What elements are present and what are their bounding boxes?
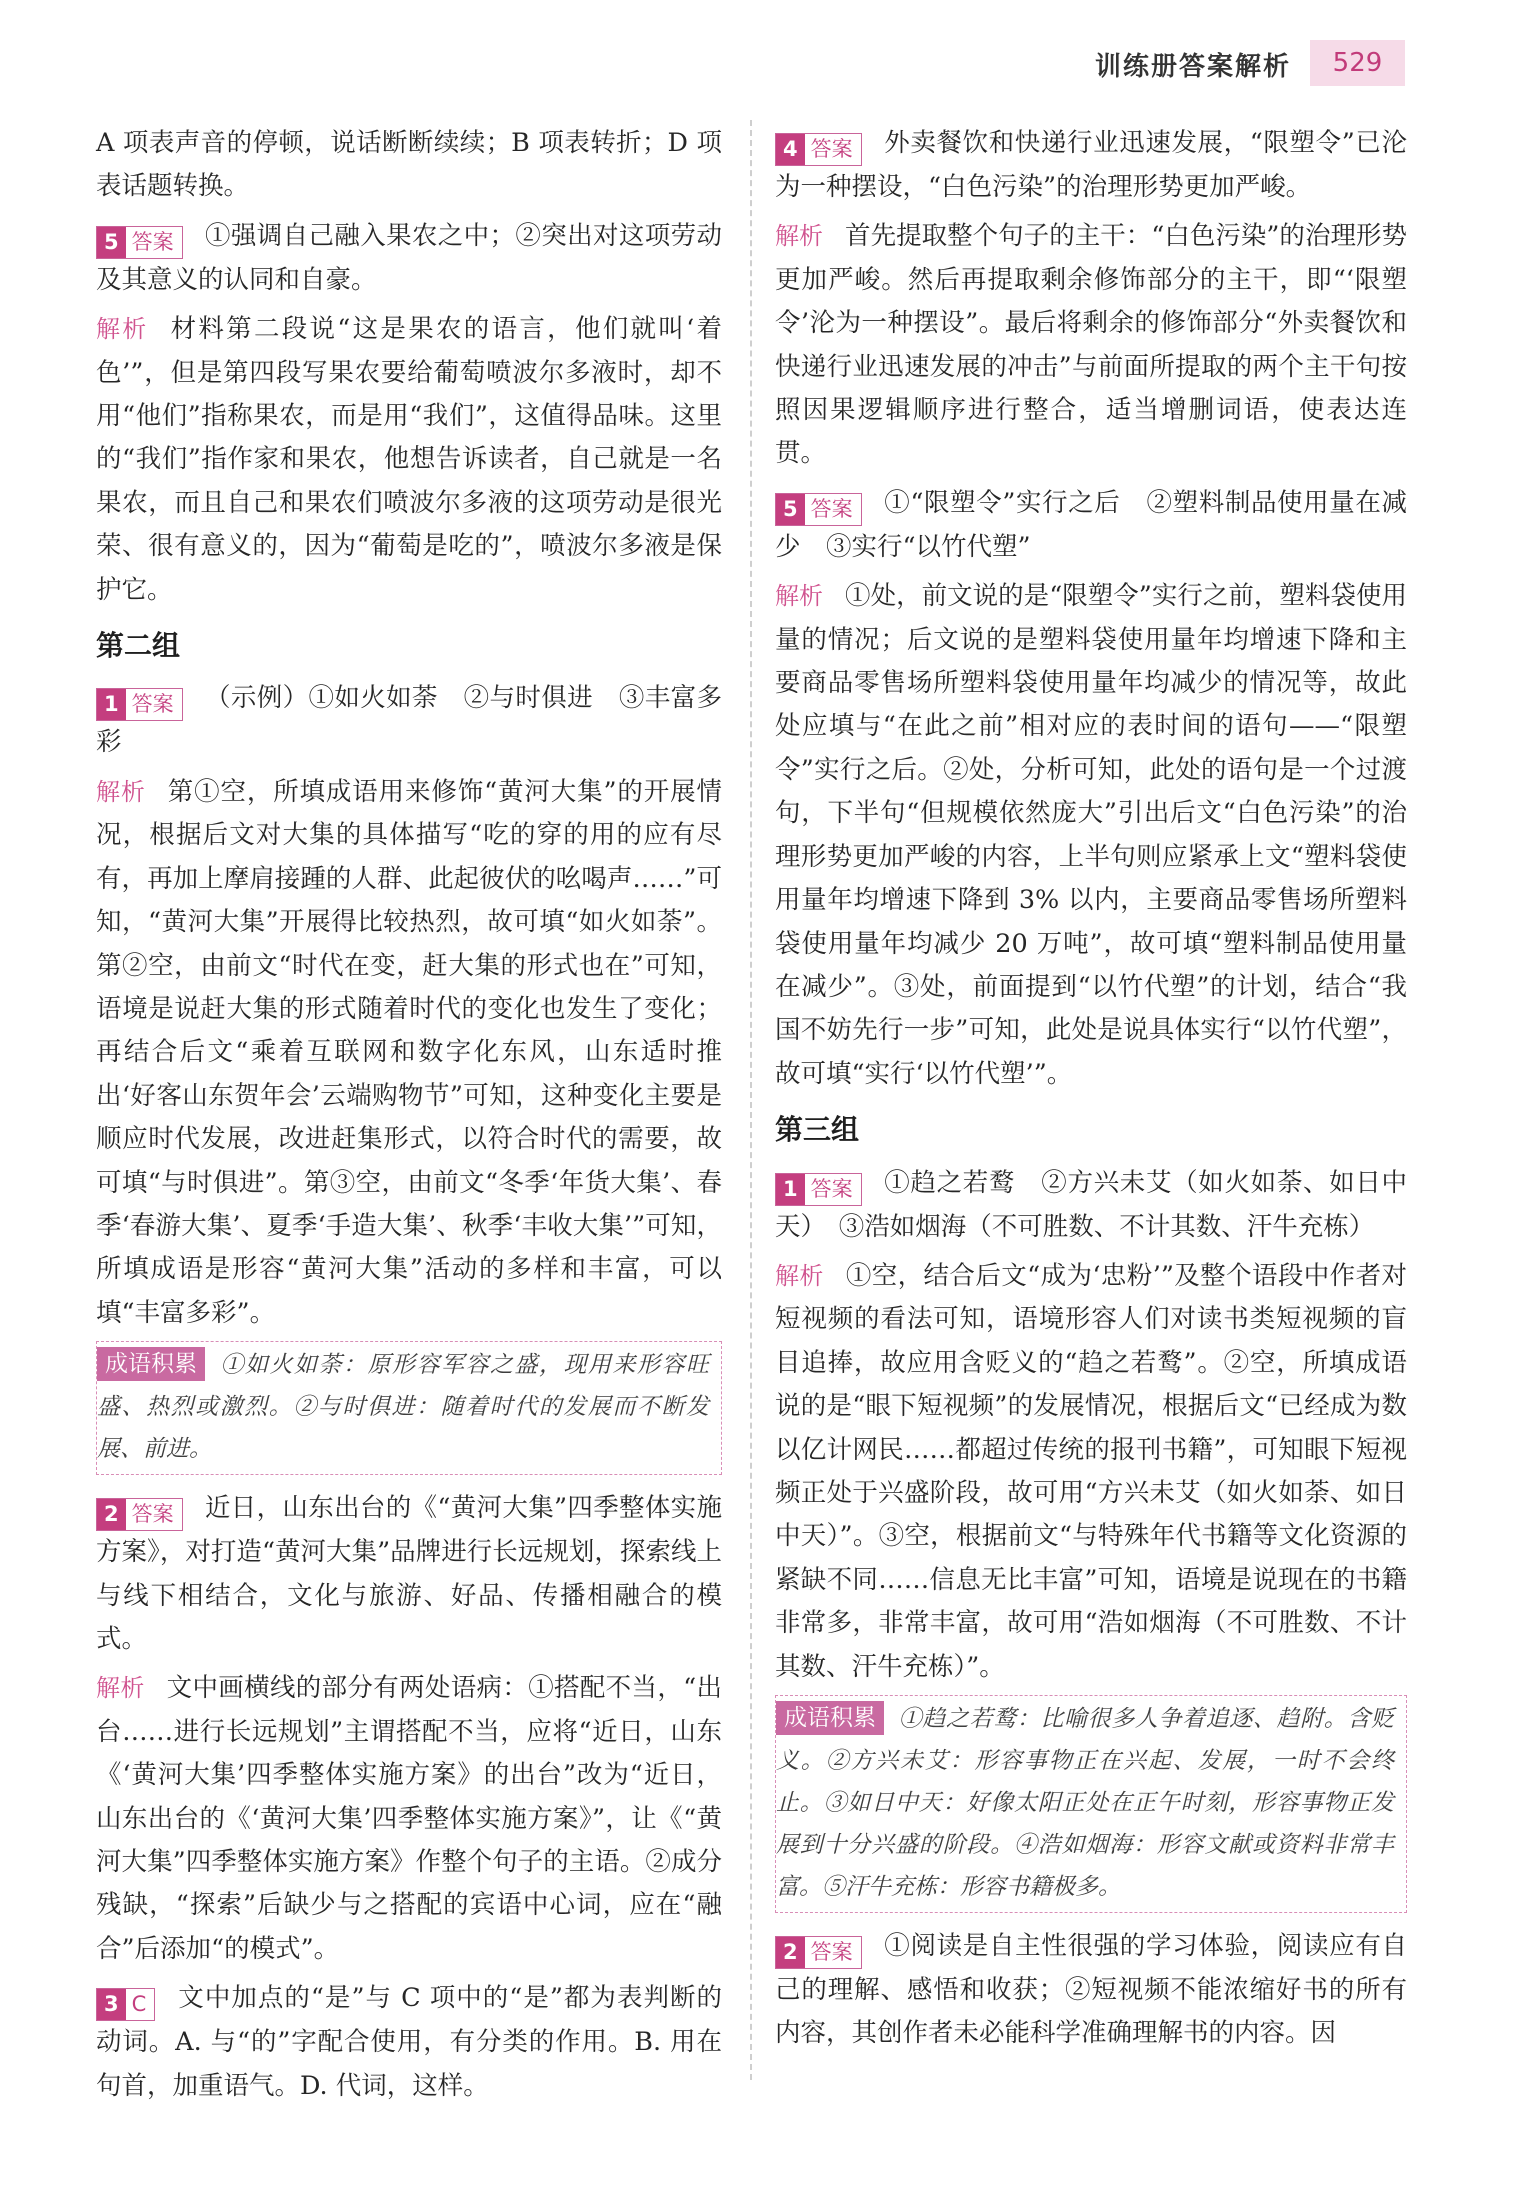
question-number: 4 (776, 134, 805, 165)
answer-text: 文中加点的“是”与 C 项中的“是”都为表判断的动词。A. 与“的”字配合使用，有分类的作用。B. 用在句首，加重语气。D. 代词，这样。 (96, 1983, 722, 2101)
answer-tag (775, 1173, 862, 1206)
question-number: 5 (776, 494, 805, 525)
analysis-label: 解析 (775, 222, 824, 251)
analysis-label: 解析 (775, 582, 824, 611)
question-number: 2 (776, 1937, 805, 1968)
answer-block-4 (775, 122, 1407, 209)
question-number: 1 (776, 1174, 805, 1205)
analysis-block-g2-1 (96, 771, 722, 1335)
answer-text: ①阅读是自主性很强的学习体验，阅读应有自己的理解、感悟和收获；②短视频不能浓缩好书的所有内容，其创作者未必能科学准确理解书的内容。因 (775, 1931, 1407, 2049)
answer-text: （示例）①如火如荼 ②与时俱进 ③丰富多彩 (96, 683, 722, 758)
page-number-badge: 529 (1310, 40, 1405, 86)
analysis-block-5 (96, 308, 722, 612)
answer-text: 近日，山东出台的《“黄河大集”四季整体实施方案》，对打造“黄河大集”品牌进行长远规划，探索线上与线下相结合，文化与旅游、好品、传播相融合的模式。 (96, 1493, 722, 1654)
answer-label: 答案 (126, 227, 182, 258)
question-number: 1 (97, 689, 126, 720)
answer-block-5-right (775, 482, 1407, 569)
continued-paragraph: A 项表声音的停顿，说话断断续续；B 项表转折；D 项表话题转换。 (96, 128, 722, 202)
answer-block-g2-2 (96, 1487, 722, 1661)
answer-tag (775, 133, 862, 166)
column-divider (750, 120, 752, 2080)
analysis-label: 解析 (96, 315, 149, 344)
answer-label: 答案 (805, 134, 861, 165)
answer-block-g3-2 (775, 1925, 1407, 2056)
question-number: 3 (97, 1989, 126, 2020)
analysis-text: 材料第二段说“这是果农的语言，他们就叫‘着色’”，但是第四段写果农要给葡萄喷波尔多液时，却不用“他们”指称果农，而是用“我们”，这值得品味。这里的“我们”指作家和果农，他想告诉读者，自己就是一名果农，而且自己和果农们喷波尔多液的这项劳动是很光荣、很有意义的，因为“葡萄是吃的”，喷波尔多液是保护它。 (96, 314, 722, 605)
answer-label: 答案 (805, 1174, 861, 1205)
analysis-text: 文中画横线的部分有两处语病：①搭配不当，“出台……进行长远规划”主谓搭配不当，应将“近日，山东《‘黄河大集’四季整体实施方案》的出台”改为“近日，山东出台的《‘黄河大集’四季整体实施方案》”，让《“黄河大集”四季整体实施方案》作整个句子的主语。②成分残缺，“探索”后缺少与之搭配的宾语中心词，应在“融合”后添加“的模式”。 (96, 1673, 722, 1964)
running-header: 训练册答案解析 (1095, 52, 1292, 82)
question-number: 5 (97, 227, 126, 258)
question-number: 2 (97, 1499, 126, 1530)
answer-label: 答案 (805, 494, 861, 525)
answer-label: 答案 (126, 689, 182, 720)
right-column (775, 122, 1407, 2062)
analysis-block-g2-2 (96, 1667, 722, 1971)
group-2-heading: 第二组 (96, 629, 181, 663)
analysis-label: 解析 (96, 1674, 145, 1703)
group-3-heading: 第三组 (775, 1113, 860, 1147)
answer-block-g3-1 (775, 1162, 1407, 1249)
idiom-note-box (96, 1341, 722, 1475)
answer-tag (775, 493, 862, 526)
left-column (96, 122, 722, 2114)
analysis-text: 第①空，所填成语用来修饰“黄河大集”的开展情况，根据后文对大集的具体描写“吃的穿的用的应有尽有，再加上摩肩接踵的人群、此起彼伏的吆喝声……”可知，“黄河大集”开展得比较热烈，故可填“如火如荼”。第②空，由前文“时代在变，赶大集的形式也在”可知，语境是说赶大集的形式随着时代的变化也发生了变化；再结合后文“乘着互联网和数字化东风，山东适时推出‘好客山东贺年会’云端购物节”可知，这种变化主要是顺应时代发展，改进赶集形式，以符合时代的需要，故可填“与时俱进”。第③空，由前文“冬季‘年货大集’、春季‘春游大集’、夏季‘手造大集’、秋季‘丰收大集’”可知，所填成语是形容“黄河大集”活动的多样和丰富，可以填“丰富多彩”。 (96, 776, 722, 1328)
analysis-label: 解析 (775, 1261, 824, 1290)
analysis-text: ①处，前文说的是“限塑令”实行之前，塑料袋使用量的情况；后文说的是塑料袋使用量年均增速下降和主要商品零售场所塑料袋使用量年均减少的情况等，故此处应填与“在此之前”相对应的表时间的语句——“限塑令”实行之后。②处，分析可知，此处的语句是一个过渡句，下半句“但规模依然庞大”引出后文“白色污染”的治理形势更加严峻的内容，上半句则应紧承上文“塑料袋使用量年均增速下降到 3% 以内，主要商品零售场所塑料袋使用量年均减少 20 万吨”，故可填“塑料制品使用量在减少”。③处，前面提到“以竹代塑”的计划，结合“我国不妨先行一步”可知，此处是说具体实行“以竹代塑”，故可填“实行‘以竹代塑’”。 (775, 581, 1408, 1089)
analysis-text: 首先提取整个句子的主干：“白色污染”的治理形势更加严峻。然后再提取剩余修饰部分的主干，即“‘限塑令’沦为一种摆设”。最后将剩余的修饰部分“外卖餐饮和快递行业迅速发展的冲击”与前面所提取的两个主干句按照因果逻辑顺序进行整合，适当增删词语，使表达连贯。 (775, 221, 1408, 469)
idiom-text: ①趋之若鹜：比喻很多人争着追逐、趋附。含贬义。②方兴未艾：形容事物正在兴起、发展，一时不会终止。③如日中天：好像太阳正处在正午时刻，形容事物正发展到十分兴盛的阶段。④浩如烟海：形容文献或资料非常丰富。⑤汗牛充栋：形容书籍极多。 (776, 1706, 1394, 1900)
analysis-block-g3-1 (775, 1255, 1407, 1689)
answer-block-g2-1 (96, 677, 722, 764)
answer-tag (96, 688, 183, 721)
idiom-note-box (775, 1695, 1407, 1913)
answer-text: ①“限塑令”实行之后 ②塑料制品使用量在减少 ③实行“以竹代塑” (775, 487, 1407, 562)
analysis-block-5-right (775, 575, 1407, 1096)
answer-block-g2-3 (96, 1977, 722, 2108)
answer-text: ①趋之若鹜 ②方兴未艾（如火如荼、如日中天） ③浩如烟海（不可胜数、不计其数、汗牛充栋） (775, 1167, 1407, 1242)
analysis-block-4 (775, 215, 1407, 475)
answer-tag (96, 226, 183, 259)
answer-label: 答案 (126, 1499, 182, 1530)
analysis-text: ①空，结合后文“成为‘忠粉’”及整个语段中作者对短视频的看法可知，语境形容人们对读书类短视频的盲目追捧，故应用含贬义的“趋之若鹜”。②空，所填成语说的是“眼下短视频”的发展情况，根据后文“已经成为数以亿计网民……都超过传统的报刊书籍”，可知眼下短视频正处于兴盛阶段，故可用“方兴未艾（如火如荼、如日中天）”。③空，根据前文“与特殊年代书籍等文化资源的紧缺不同……信息无比丰富”可知，语境是说现在的书籍非常多，非常丰富，故可用“浩如烟海（不可胜数、不计其数、汗牛充栋）”。 (775, 1260, 1407, 1682)
answer-text: ①强调自己融入果农之中；②突出对这项劳动及其意义的认同和自豪。 (96, 220, 722, 295)
answer-tag (775, 1936, 862, 1969)
answer-block-5 (96, 215, 722, 302)
answer-tag (96, 1498, 183, 1531)
idiom-label: 成语积累 (776, 1701, 884, 1735)
analysis-label: 解析 (96, 777, 146, 806)
answer-tag (96, 1988, 155, 2021)
answer-label: 答案 (805, 1937, 861, 1968)
answer-letter: C (126, 1989, 155, 2020)
idiom-text: ①如火如荼：原形容军容之盛，现用来形容旺盛、热烈或激烈。②与时俱进：随着时代的发展而不断发展、前进。 (97, 1352, 709, 1463)
idiom-label: 成语积累 (97, 1347, 205, 1381)
answer-text: 外卖餐饮和快递行业迅速发展，“限塑令”已沦为一种摆设，“白色污染”的治理形势更加严峻。 (775, 128, 1407, 202)
